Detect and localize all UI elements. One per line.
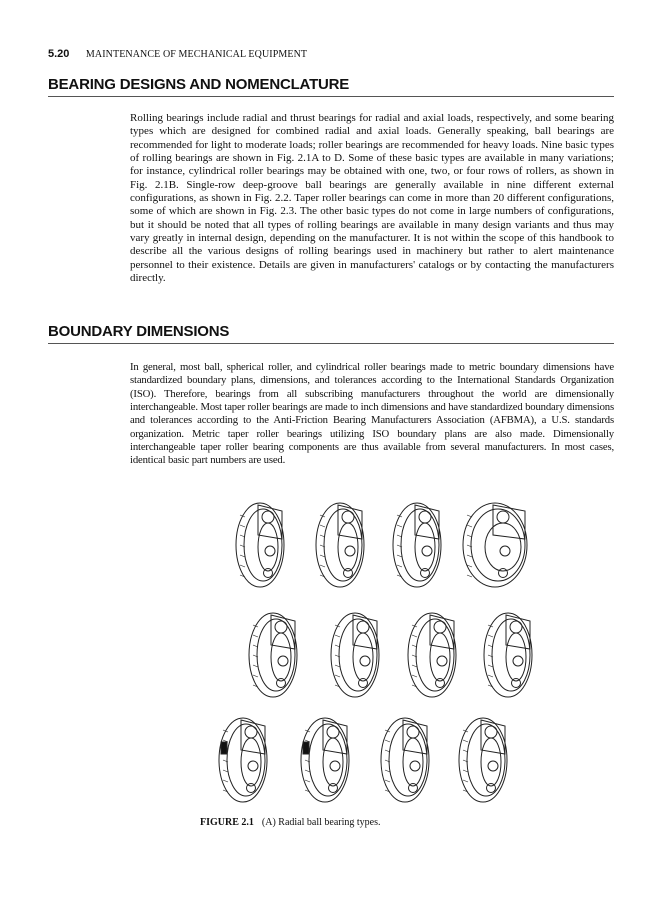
bearing-drawings [195,500,545,810]
figure-caption-text: (A) Radial ball bearing types. [261,817,381,828]
bearing-drawing [393,503,441,587]
figure-caption [200,816,560,830]
bearing-drawing [463,503,527,587]
paragraph-boundary-dimensions: In general, most ball, spherical roller, and cylindrical roller bearings made to metric boundary dimensions have standardized boundary plans, dimensions, and tolerances according to the International Standards Organization (ISO). Therefore, bearings from all subscribing manufacturers throughout the world are dimensionally interchangeable. Most taper roller bearings are made to inch dimensions and have standardized boundary dimensions and tolerances according to the Anti-Friction Bearing Manufacturers Association (AFBMA), a U.S. standards organization. Metric taper roller bearings utilizing ISO boundary plans are also made. Dimensionally interchangeable taper roller bearing components are thus available from several manufacturers. In most cases, identical basic part numbers are used. [130,361,614,467]
running-head [48,47,307,61]
figure-label: FIGURE 2.1 [200,817,254,828]
bearing-drawing [408,613,456,697]
bearing-drawing [331,613,379,697]
bearing-drawing [301,718,349,802]
bearing-drawing [484,613,532,697]
bearing-drawing [219,718,267,802]
bearing-drawing [459,718,507,802]
page-number: 5.20 [48,48,70,60]
paragraph-bearing-designs: Rolling bearings include radial and thrust bearings for radial and axial loads, respectively, and some bearing types which are designed for combined radial and axial loads. Generally speaking, ball bearings are recommended for light to moderate loads; roller bearings are recommended for heavy loads. Nine basic types of rolling bearings are shown in Fig. 2.1A to D. Some of these basic types are available in many variations; for instance, cylindrical roller bearings may be obtained with one, two, or four rows of rollers, as shown in Fig. 2.1B. Single-row deep-groove ball bearings are generally available in nine different external configurations, as shown in Fig. 2.2. Taper roller bearings can come in more than 20 different configurations, some of which are shown in Fig. 2.3. The other basic types do not come in large numbers of configurations, but it should be noted that all types of rolling bearings are available in many design variants and thus may vary greatly in internal design, depending on the manufacturer. It is not within the scope of this handbook to describe all the various designs of rolling bearings used in machinery but rather to alert maintenance personnel to their existence. Details are given in manufacturers' catalogs or by contacting the manufacturers directly. [130,112,614,285]
figure-2-1-illustration [195,500,545,810]
section-heading-boundary-dimensions: BOUNDARY DIMENSIONS [48,323,614,344]
section-heading-bearing-designs: BEARING DESIGNS AND NOMENCLATURE [48,76,614,97]
bearing-drawing [236,503,284,587]
running-title: MAINTENANCE OF MECHANICAL EQUIPMENT [85,49,308,60]
bearing-drawing [316,503,364,587]
bearing-drawing [381,718,429,802]
bearing-drawing [249,613,297,697]
